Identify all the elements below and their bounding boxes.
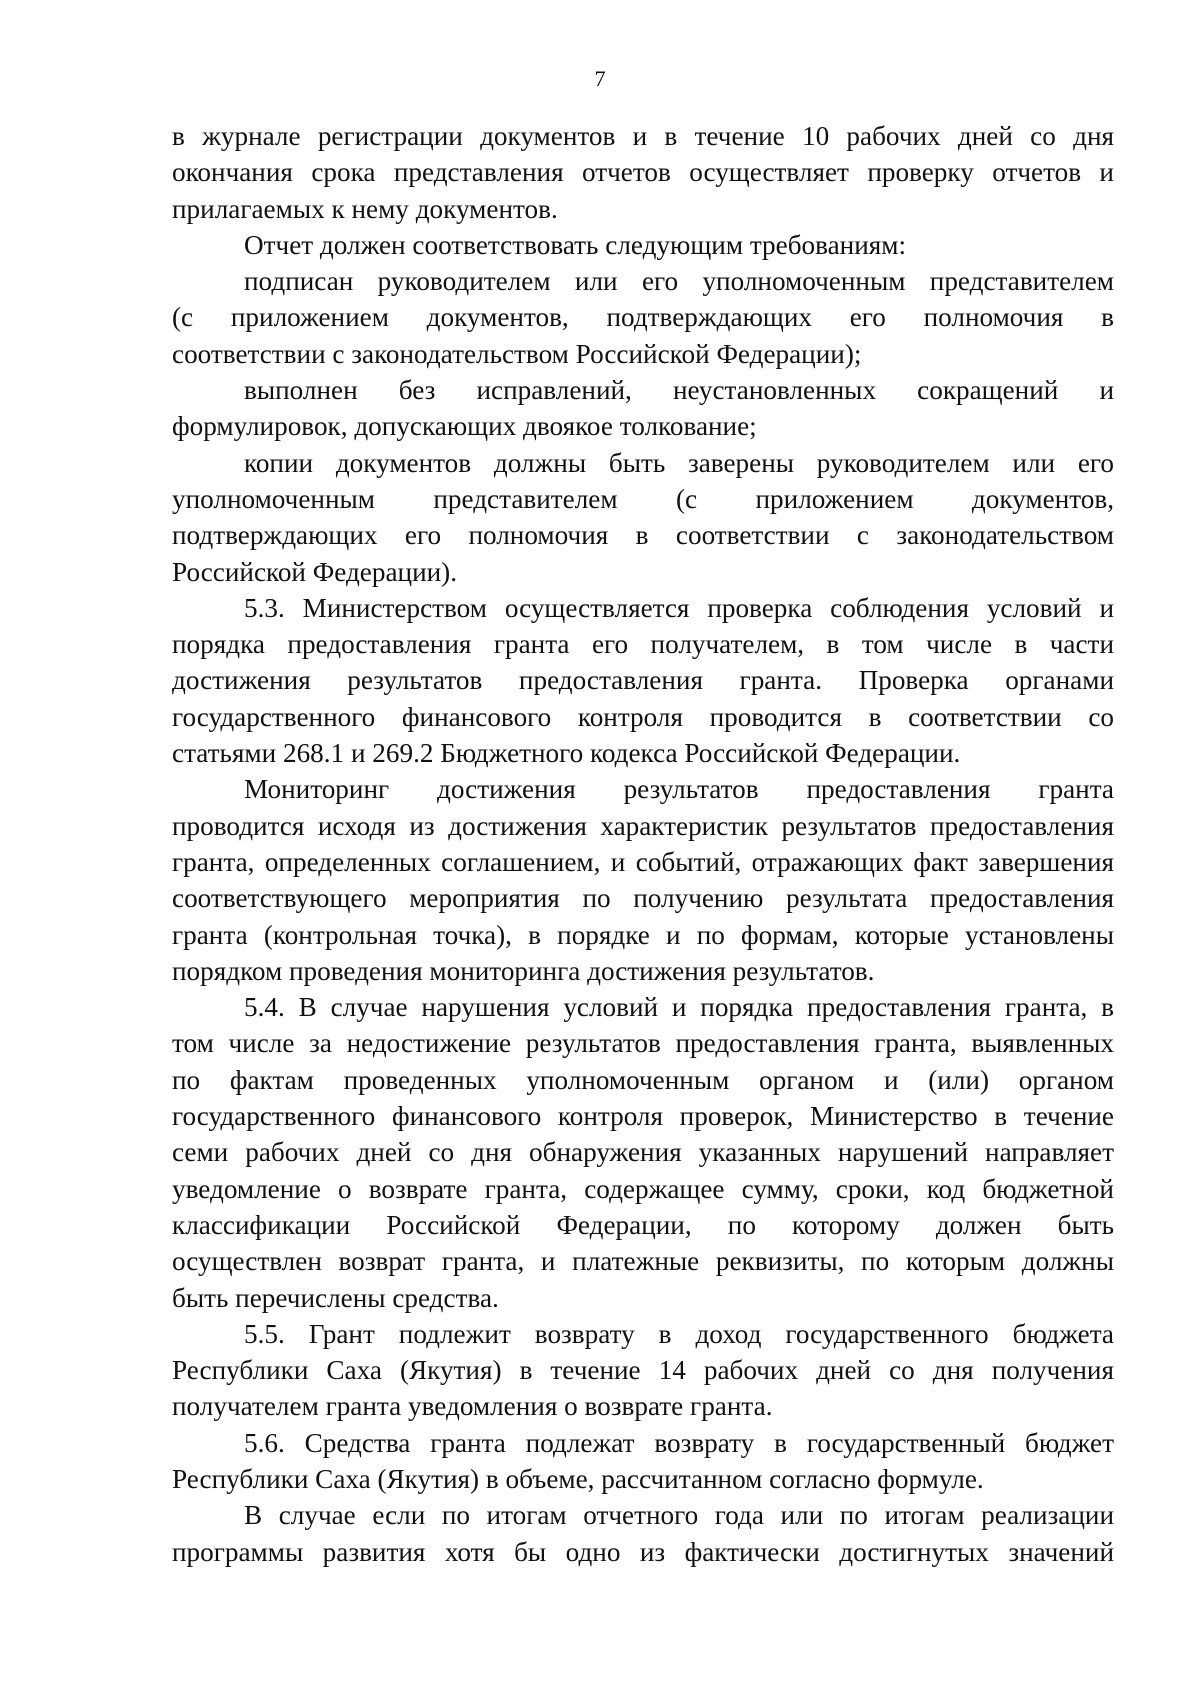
text-line: государственного финансового контроля проверок, Министерство в течение <box>172 1101 1114 1132</box>
text-line: получателем гранта уведомления о возврате гранта. <box>172 1391 773 1422</box>
text-line: по фактам проведенных уполномоченным органом и (или) органом <box>172 1064 1114 1095</box>
text-line: соответствии с законодательством Российской Федерации); <box>172 338 862 369</box>
text-line: проводится исходя из достижения характеристик результатов предоставления <box>172 810 1114 841</box>
text-line: гранта (контрольная точка), в порядке и по формам, которые установлены <box>172 919 1114 950</box>
document-body <box>172 118 1114 1570</box>
text-line: программы развития хотя бы одно из фактически достигнутых значений <box>172 1536 1114 1567</box>
paragraph-continuation <box>172 118 1114 227</box>
text-line: порядком проведения мониторинга достижения результатов. <box>172 955 875 986</box>
text-line: Отчет должен соответствовать следующим требованиям: <box>244 229 907 260</box>
text-line: Республики Саха (Якутия) в течение 14 рабочих дней со дня получения <box>172 1355 1114 1386</box>
text-line: Республики Саха (Якутия) в объеме, рассчитанном согласно формуле. <box>172 1463 984 1494</box>
text-line: подтверждающих его полномочия в соответствии с законодательством <box>172 520 1114 551</box>
page-number: 7 <box>594 66 606 91</box>
text-line: выполнен без исправлений, неустановленных сокращений и <box>244 375 1114 406</box>
text-line: 5.5. Грант подлежит возврату в доход государственного бюджета <box>244 1318 1114 1349</box>
text-line: прилагаемых к нему документов. <box>172 193 558 224</box>
text-line: том числе за недостижение результатов предоставления гранта, выявленных <box>172 1028 1114 1059</box>
text-line: подписан руководителем или его уполномоченным представителем <box>244 266 1114 297</box>
text-line: (с приложением документов, подтверждающих его полномочия в <box>172 302 1114 333</box>
text-line: В случае если по итогам отчетного года или по итогам реализации <box>244 1500 1114 1531</box>
text-line: окончания срока представления отчетов осуществляет проверку отчетов и <box>172 157 1114 188</box>
text-line: Мониторинг достижения результатов предоставления гранта <box>244 774 1114 805</box>
paragraph-req-signed <box>172 263 1114 372</box>
text-line: статьями 268.1 и 269.2 Бюджетного кодекса Российской Федерации. <box>172 738 961 769</box>
text-line: соответствующего мероприятия по получению результата предоставления <box>172 883 1114 914</box>
text-line: 5.6. Средства гранта подлежат возврату в государственный бюджет <box>244 1427 1114 1458</box>
text-line: достижения результатов предоставления гранта. Проверка органами <box>172 665 1114 696</box>
paragraph-req-copies <box>172 445 1114 590</box>
text-line: осуществлен возврат гранта, и платежные реквизиты, по которым должны <box>172 1246 1114 1277</box>
paragraph-if-results <box>172 1497 1114 1570</box>
paragraph-clause-5-4 <box>172 989 1114 1316</box>
text-line: быть перечислены средства. <box>172 1282 499 1313</box>
text-line: Российской Федерации). <box>172 556 458 587</box>
paragraph-clause-5-3 <box>172 590 1114 771</box>
text-line: гранта, определенных соглашением, и событий, отражающих факт завершения <box>172 846 1114 877</box>
paragraph-clause-5-5 <box>172 1316 1114 1425</box>
paragraph-monitoring <box>172 771 1114 989</box>
text-line: государственного финансового контроля проводится в соответствии со <box>172 701 1114 732</box>
paragraph-clause-5-6 <box>172 1425 1114 1498</box>
text-line: семи рабочих дней со дня обнаружения указанных нарушений направляет <box>172 1137 1114 1168</box>
text-line: 5.3. Министерством осуществляется проверка соблюдения условий и <box>244 592 1114 623</box>
text-line: уведомление о возврате гранта, содержащее сумму, сроки, код бюджетной <box>172 1173 1114 1204</box>
text-line: уполномоченным представителем (с приложением документов, <box>172 483 1114 514</box>
text-line: копии документов должны быть заверены руководителем или его <box>244 447 1114 478</box>
paragraph-requirements-intro <box>172 227 1114 263</box>
text-line: формулировок, допускающих двоякое толкование; <box>172 411 757 442</box>
paragraph-req-no-corrections <box>172 372 1114 445</box>
text-line: классификации Российской Федерации, по которому должен быть <box>172 1209 1114 1240</box>
text-line: порядка предоставления гранта его получателем, в том числе в части <box>172 629 1114 660</box>
text-line: 5.4. В случае нарушения условий и порядка предоставления гранта, в <box>244 992 1114 1023</box>
text-line: в журнале регистрации документов и в течение 10 рабочих дней со дня <box>172 121 1114 151</box>
